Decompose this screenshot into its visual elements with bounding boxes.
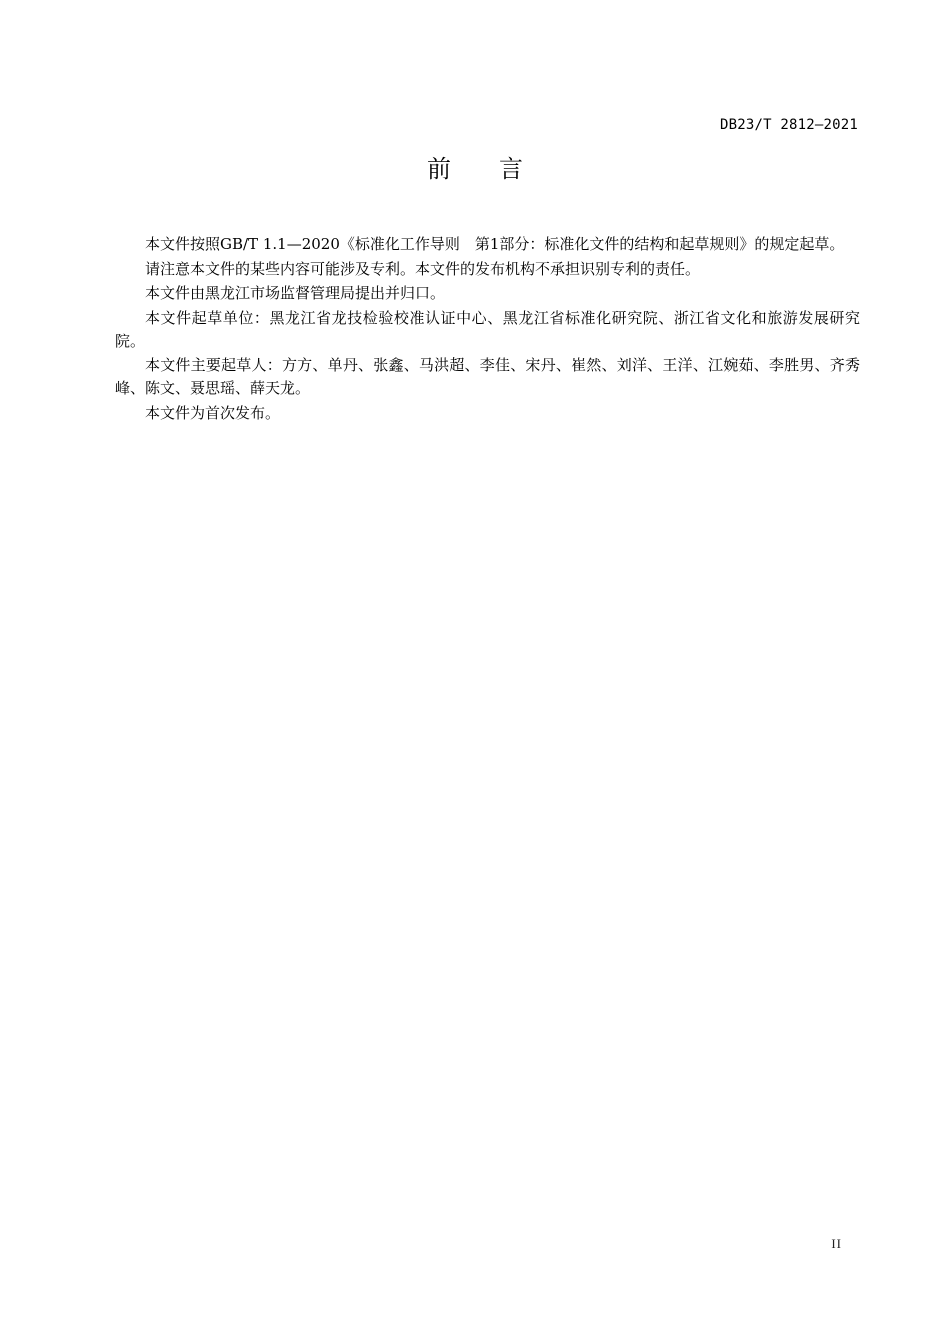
- paragraph-proposer: 本文件由黑龙江市场监督管理局提出并归口。: [145, 284, 446, 302]
- paragraph-drafting-units: 本文件起草单位：黑龙江省龙技检验校准认证中心、黑龙江省标准化研究院、浙江省文化和旅游发展研究院。: [115, 308, 860, 350]
- paragraph-drafting-rules: 本文件按照GB/T 1.1—2020《标准化工作导则 第1部分：标准化文件的结构和起草规则》的规定起草。: [145, 235, 845, 253]
- paragraph-first-release: 本文件为首次发布。: [145, 403, 281, 422]
- page-number: II: [831, 1236, 842, 1251]
- foreword-body: [115, 233, 860, 426]
- paragraph-drafters: 本文件主要起草人：方方、单丹、张鑫、马洪超、李佳、宋丹、崔然、刘洋、王洋、江婉茹、李胜男、齐秀峰、陈文、聂思瑶、薛天龙。: [115, 356, 860, 397]
- page-title: 前 言: [427, 155, 523, 183]
- paragraph-patent-notice: 请注意本文件的某些内容可能涉及专利。本文件的发布机构不承担识别专利的责任。: [145, 259, 701, 278]
- standard-code-header: DB23/T 2812—2021: [719, 117, 858, 133]
